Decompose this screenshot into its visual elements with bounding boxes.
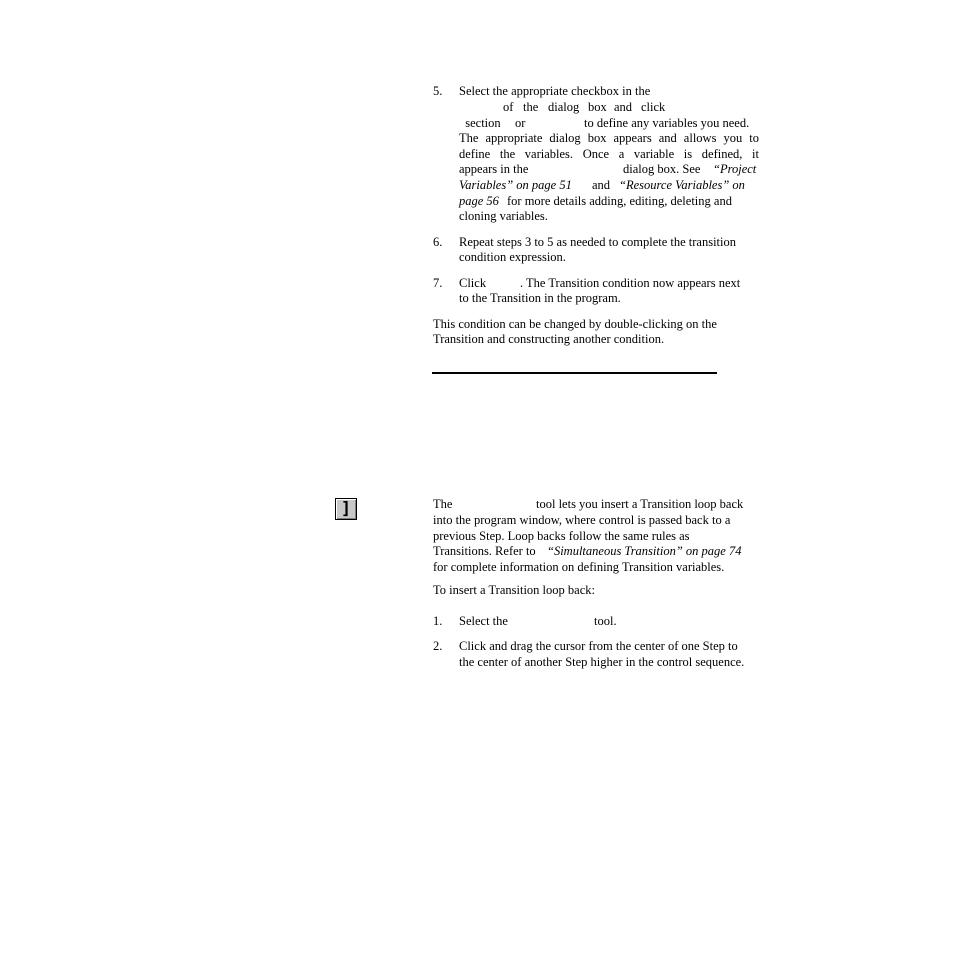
loopback-p1-line-5: for complete information on defining Transition variables. — [433, 560, 725, 574]
loopback-p1-line-3: previous Step. Loop backs follow the same rules as — [433, 529, 690, 543]
loopback-p1-line-1: tool lets you insert a Transition loop back — [536, 497, 744, 511]
step-5-line-5: define the variables. Once a variable is defined, it — [459, 147, 759, 161]
step-6-line-2: condition expression. — [459, 250, 566, 264]
step-5-line-6b: dialog box. See — [623, 162, 701, 176]
step-7-line-2: to the Transition in the program. — [459, 291, 621, 305]
step-7-line-1: . The Transition condition now appears next — [520, 276, 741, 290]
loopback-step-1-a: Select the — [459, 614, 508, 628]
loopback-p1-line-2: into the program window, where control is passed back to a — [433, 513, 731, 527]
step-5-word: dialog — [548, 100, 580, 114]
note-line-1: This condition can be changed by double-clicking on the — [433, 317, 717, 331]
loopback-step-2-line-1: Click and drag the cursor from the center of one Step to — [459, 639, 738, 653]
loopback-step-2-line-2: the center of another Step higher in the control sequence. — [459, 655, 745, 669]
step-5-word: and — [614, 100, 633, 114]
step-5-line-1: Select the appropriate checkbox in the — [459, 84, 651, 98]
step-5-line-4: The appropriate dialog box appears and allows you to — [459, 131, 759, 145]
step-5-word: the — [523, 100, 539, 114]
step-5-line-6a: appears in the — [459, 162, 529, 176]
bracket-icon: ] — [340, 498, 352, 519]
step-5-word: click — [641, 100, 666, 114]
note-line-2: Transition and constructing another condition. — [433, 332, 665, 346]
step-5-line-3: to define any variables you need. — [584, 116, 750, 130]
section-divider — [432, 372, 717, 374]
project-variables-link-cont[interactable]: Variables” on page 51 — [459, 178, 572, 192]
loopback-p1-the: The — [433, 497, 453, 511]
step-5-and: and — [592, 178, 611, 192]
step-6-line-1: Repeat steps 3 to 5 as needed to complete the transition — [459, 235, 737, 249]
resource-variables-link-cont[interactable]: page 56 — [459, 194, 499, 208]
step-5-or: or — [515, 116, 526, 130]
loopback-intro: To insert a Transition loop back: — [433, 583, 595, 597]
loopback-step-1-number: 1. — [433, 614, 443, 628]
step-6-number: 6. — [433, 235, 443, 249]
project-variables-link[interactable]: “Project — [713, 162, 757, 176]
simultaneous-transition-link[interactable]: “Simultaneous Transition” on page 74 — [547, 544, 742, 558]
step-5-line-8: for more details adding, editing, deleting and — [507, 194, 732, 208]
step-5-word: box — [588, 100, 607, 114]
loopback-step-2-number: 2. — [433, 639, 443, 653]
step-5-number: 5. — [433, 84, 443, 98]
step-7-click: Click — [459, 276, 487, 290]
step-7-number: 7. — [433, 276, 443, 290]
step-5-line-9: cloning variables. — [459, 209, 548, 223]
loopback-step-1-b: tool. — [594, 614, 617, 628]
loop-back-tool-icon[interactable] — [335, 498, 357, 520]
resource-variables-link[interactable]: “Resource Variables” on — [619, 178, 745, 192]
loopback-p1-line-4: Transitions. Refer to — [433, 544, 536, 558]
step-5-word: of — [503, 100, 514, 114]
step-5-line-2: section — [465, 116, 501, 130]
